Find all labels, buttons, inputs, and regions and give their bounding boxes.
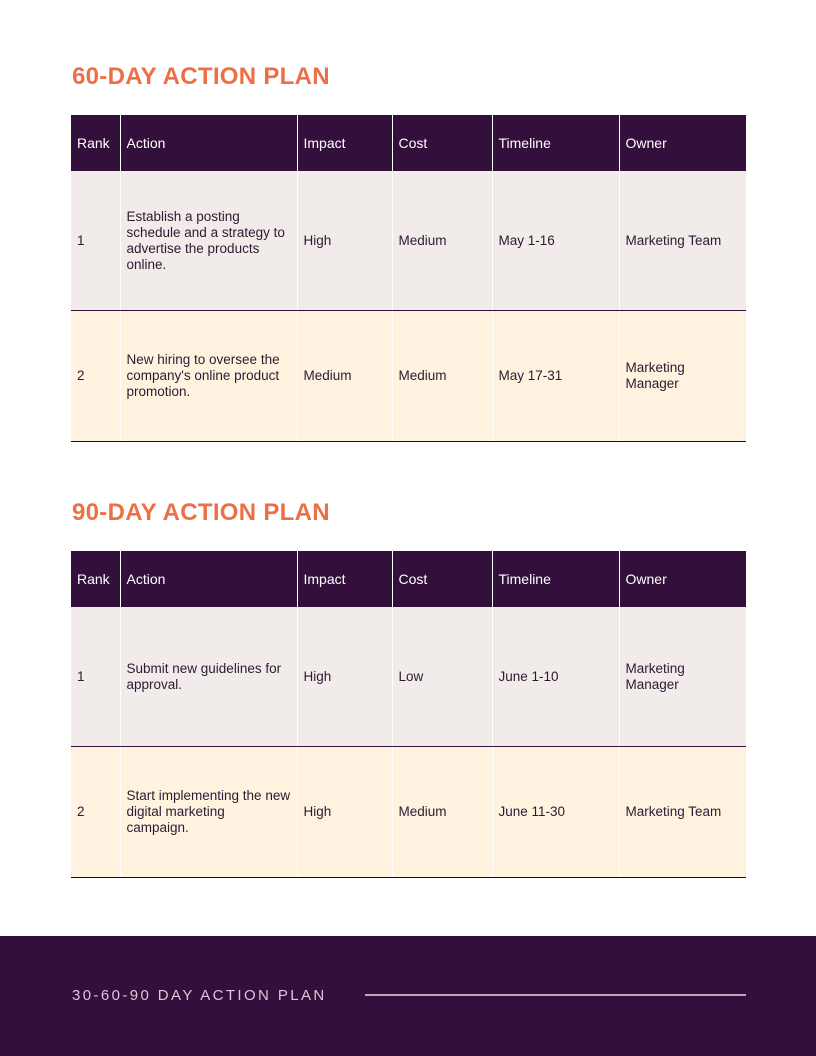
timeline-cell: June 1-10 — [492, 607, 619, 747]
action-cell: New hiring to oversee the company's online product promotion. — [120, 311, 297, 442]
timeline-cell: June 11-30 — [492, 747, 619, 878]
owner-cell: Marketing Manager — [619, 311, 746, 442]
cost-cell: Medium — [392, 311, 492, 442]
column-header-owner: Owner — [619, 115, 746, 171]
rank-cell: 2 — [71, 747, 120, 878]
cost-cell: Medium — [392, 747, 492, 878]
owner-cell: Marketing Manager — [619, 607, 746, 747]
action-plan-table-60-day — [71, 115, 746, 442]
table-header-row — [71, 551, 746, 607]
footer-title: 30-60-90 DAY ACTION PLAN — [72, 987, 327, 1004]
table-row — [71, 607, 746, 747]
column-header-rank: Rank — [71, 551, 120, 607]
footer-divider — [365, 994, 746, 996]
owner-cell: Marketing Team — [619, 747, 746, 878]
impact-cell: High — [297, 171, 392, 311]
cost-cell: Medium — [392, 171, 492, 311]
impact-cell: High — [297, 607, 392, 747]
action-cell: Submit new guidelines for approval. — [120, 607, 297, 747]
table-header-row — [71, 115, 746, 171]
timeline-cell: May 1-16 — [492, 171, 619, 311]
column-header-rank: Rank — [71, 115, 120, 171]
column-header-action: Action — [120, 551, 297, 607]
impact-cell: High — [297, 747, 392, 878]
column-header-timeline: Timeline — [492, 115, 619, 171]
section-title-90-day: 90-DAY ACTION PLAN — [72, 499, 330, 526]
action-cell: Establish a posting schedule and a strategy to advertise the products online. — [120, 171, 297, 311]
column-header-cost: Cost — [392, 115, 492, 171]
table-row — [71, 311, 746, 442]
rank-cell: 1 — [71, 607, 120, 747]
column-header-action: Action — [120, 115, 297, 171]
footer-band — [0, 936, 816, 1056]
action-cell: Start implementing the new digital marketing campaign. — [120, 747, 297, 878]
cost-cell: Low — [392, 607, 492, 747]
action-plan-table-90-day — [71, 551, 746, 878]
owner-cell: Marketing Team — [619, 171, 746, 311]
rank-cell: 1 — [71, 171, 120, 311]
impact-cell: Medium — [297, 311, 392, 442]
column-header-cost: Cost — [392, 551, 492, 607]
section-title-60-day: 60-DAY ACTION PLAN — [72, 63, 330, 90]
rank-cell: 2 — [71, 311, 120, 442]
column-header-impact: Impact — [297, 551, 392, 607]
table-row — [71, 171, 746, 311]
column-header-owner: Owner — [619, 551, 746, 607]
timeline-cell: May 17-31 — [492, 311, 619, 442]
column-header-impact: Impact — [297, 115, 392, 171]
table-row — [71, 747, 746, 878]
column-header-timeline: Timeline — [492, 551, 619, 607]
